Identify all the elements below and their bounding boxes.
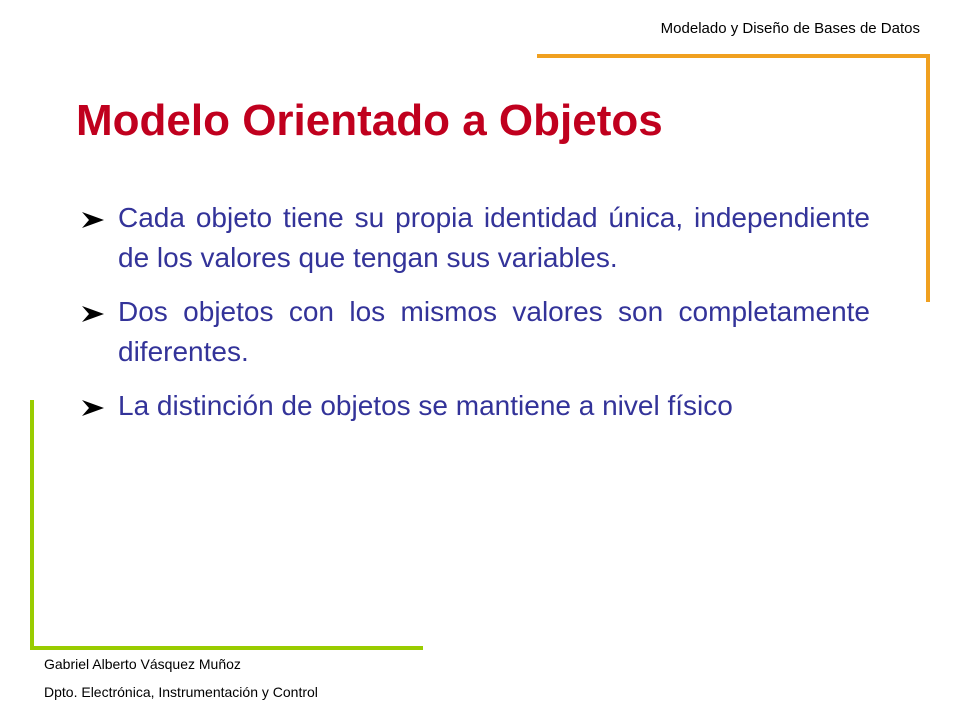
arrow-bullet-icon (80, 292, 118, 324)
bottom-left-border-vertical (30, 400, 34, 650)
bullet-item (80, 386, 870, 426)
course-title: Modelado y Diseño de Bases de Datos (660, 20, 920, 37)
bottom-left-border-horizontal (30, 646, 423, 650)
slide-title: Modelo Orientado a Objetos (76, 96, 663, 145)
arrow-bullet-icon (80, 386, 118, 418)
footer-department: Dpto. Electrónica, Instrumentación y Control (44, 684, 318, 700)
bullet-text: Dos objetos con los mismos valores son completamente diferentes. (118, 296, 870, 367)
top-right-border-horizontal (537, 54, 930, 58)
arrow-bullet-icon (80, 198, 118, 230)
footer-author: Gabriel Alberto Vásquez Muñoz (44, 656, 241, 672)
bullet-item (80, 292, 870, 372)
bullet-text: Cada objeto tiene su propia identidad única, independiente de los valores que tengan sus variables. (118, 202, 870, 273)
bullet-text: La distinción de objetos se mantiene a nivel físico (118, 390, 733, 421)
top-right-border-vertical (926, 54, 930, 302)
bullet-item (80, 198, 870, 278)
bullet-list (80, 198, 870, 440)
